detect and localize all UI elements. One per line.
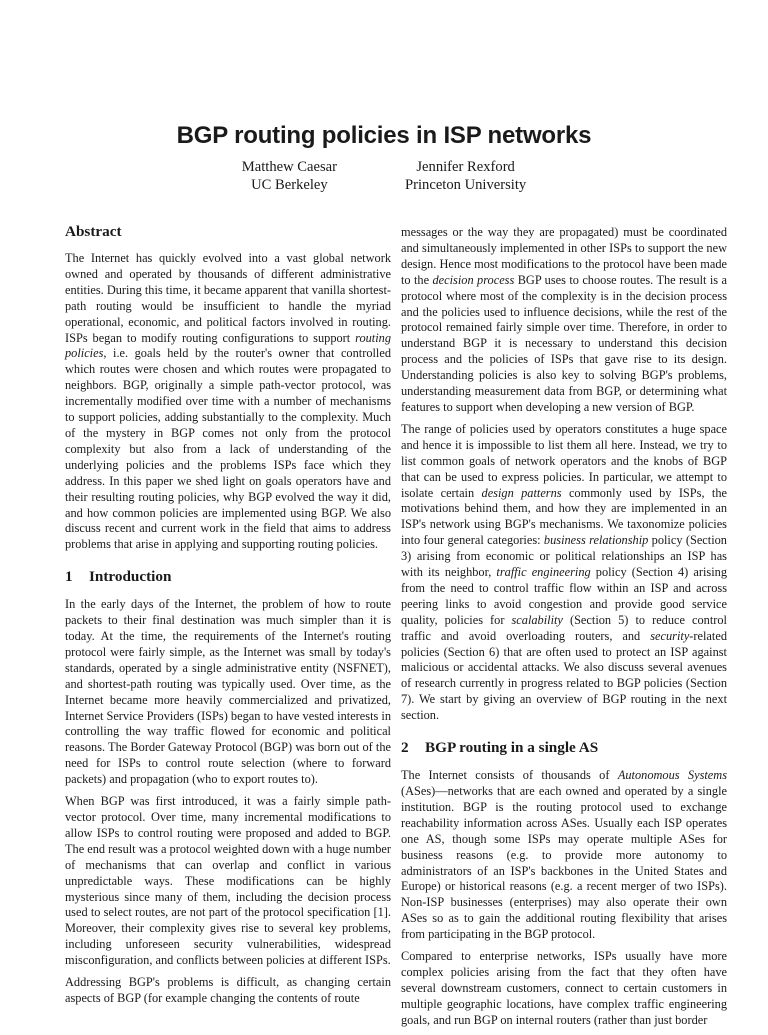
section-title: Introduction bbox=[89, 568, 172, 586]
text-run: messages or the way they are propagated) must be coordinated and simultaneously implemented in other ISPs to support the new design. Hence most modifications to the protocol have been made to the bbox=[401, 225, 727, 287]
emphasis: business relationship bbox=[543, 533, 649, 548]
text-run: policy (Section 4) arising from the need to control traffic flow within an ISP and across peering links to avoid congestion and provide good service quality, policies for bbox=[401, 565, 727, 627]
abstract-heading: Abstract bbox=[65, 223, 122, 240]
emphasis: security bbox=[650, 628, 690, 643]
intro-paragraph-2: When BGP was first introduced, it was a fairly simple path-vector protocol. Over time, many incremental modifications to allow ISPs to control routing were proposed and added to BGP. The end result was a protocol weighted down with a huge number of mechanisms that can overlap and conflict in various unpredictable ways. These modifications can be highly mysterious since many of them, including the decision process used to select routes, are not part of the protocol specification [1]. Moreover, their complexity gives rise to several key problems, including unforeseen security vulnerabilities, widespread misconfiguration, and conflicts between policies at different ISPs. bbox=[65, 794, 391, 968]
author-name: Jennifer Rexford bbox=[416, 159, 515, 175]
text-run: (Section 5) to reduce control traffic and avoid overloading routers, and bbox=[401, 612, 727, 643]
section-2-paragraph-2: Compared to enterprise networks, ISPs usually have more complex policies arising from the fact that they often have several downstream customers, connect to certain customers in multiple geographic locations, have complex traffic engineering goals, and run BGP on internal routers (rather than just border bbox=[401, 949, 727, 1027]
emphasis: design patterns bbox=[481, 485, 562, 500]
intro-paragraph-3-continued bbox=[401, 225, 727, 416]
section-2-paragraph-1 bbox=[401, 768, 727, 943]
text-run: BGP uses to choose routes. The result is a protocol where most of the complexity is in the decision process and the policies used to influence decisions, while the rest of the protocol remained fairly simple over time. Therefore, in order to understand BGP it is necessary to understand this decision process and the policies of ISPs that gave rise to its design. Understanding policies is also key to solving BGP's problems, understanding measurement data from BGP, or determining what features to support when developing a new version of BGP. bbox=[401, 272, 727, 414]
intro-paragraph-3: Addressing BGP's problems is difficult, as changing certain aspects of BGP (for example changing the contents of route bbox=[65, 975, 391, 1005]
text-run: (ASes)—networks that are each owned and operated by a single institution. BGP is the routing protocol used to exchange reachability information across ASes. Usually each ISP operates one AS, though some ISPs may operate multiple ASes for business reasons (e.g. to provide more autonomy to administrators of an ISP's backbones in the United States and Europe) or historical reasons (e.g. a recent merger of two ISPs). Non-ISP businesses (enterprises) may also operate their own ASes so as to gain the additional routing flexibility that arises from participating in the BGP protocol. bbox=[401, 784, 727, 942]
emphasis: scalability bbox=[511, 612, 563, 627]
author-1 bbox=[242, 158, 337, 194]
author-name: Matthew Caesar bbox=[241, 159, 338, 175]
text-run: commonly used by ISPs, the motivations behind them, and how they are implemented in an ISP's network using BGP's mechanisms. We taxonomize policies into four general categories: bbox=[401, 485, 727, 548]
intro-paragraph-1: In the early days of the Internet, the problem of how to route packets to their final destination was much simpler than it is today. At the time, the requirements of the Internet's routing protocol were fairly simple, as the Internet was small by today's standards, operated by a single administrative entity (NSFNET), and shortest-path routing was typically used. Over time, as the Internet became more heavily commercialized and privatized, Internet Service Providers (ISPs) began to have vested interests in controlling the way traffic flowed for economic and political reasons. The Border Gateway Protocol (BGP) was born out of the need for ISPs to control route selection (where to forward packets) and propagation (who to export routes to). bbox=[65, 597, 391, 787]
emphasis: routing policies bbox=[65, 330, 391, 361]
section-title: BGP routing in a single AS bbox=[425, 739, 599, 757]
section-1-heading bbox=[65, 567, 391, 587]
text-run: The Internet has quickly evolved into a vast global network owned and operated by thousands of different administrative entities. During this time, it became apparent that vanilla shortest-path routing would be insufficient to handle the myriad operational, economic, and political factors involved in routing. ISPs began to modify routing configurations to support bbox=[65, 251, 391, 345]
author-block bbox=[0, 158, 768, 194]
section-2-heading bbox=[401, 738, 727, 758]
section-number: 1 bbox=[65, 568, 73, 586]
text-run: -related policies (Section 6) that are often used to protect an ISP against malicious or accidental attacks. We also discuss several avenues of research currently in progress related to BGP policies (Section 7). We start by giving an overview of BGP routing in the next section. bbox=[401, 628, 727, 723]
author-2 bbox=[405, 158, 526, 194]
paper-title: BGP routing policies in ISP networks bbox=[176, 122, 592, 149]
text-run: policy (Section 3) arising from economic or political relationships an ISP has with its neighbor, bbox=[401, 533, 727, 580]
intro-paragraph-4 bbox=[401, 422, 727, 724]
text-run: The range of policies used by operators constitutes a huge space and hence it is impossible to list them all here. Instead, we try to list common goals of network operators and the knobs of BGP that can be used to express policies. In particular, we attempt to isolate certain bbox=[401, 421, 727, 500]
abstract-paragraph bbox=[65, 251, 391, 553]
left-column bbox=[65, 222, 391, 1013]
emphasis: Autonomous Systems bbox=[617, 768, 727, 783]
text-run: The Internet consists of thousands of bbox=[401, 768, 618, 783]
section-number: 2 bbox=[401, 739, 409, 757]
author-affiliation: Princeton University bbox=[405, 177, 527, 193]
author-affiliation: UC Berkeley bbox=[251, 177, 328, 193]
text-run: , i.e. goals held by the router's owner that controlled which routes were chosen and which routes were propagated to neighbors. BGP, originally a simple path-vector protocol, was incrementally modified over time with a number of mechanisms to support policies, adding substantially to the complexity. Much of the mystery in BGP comes not only from the protocol complexity but also from a lack of understanding of the underlying policies and the problems ISPs face which they address. In this paper we shed light on goals operators have and their resulting routing policies, why BGP evolved the way it did, and how common policies are implemented using BGP. We also discuss recent and current work in the field that aims to address problems that arise in applying and supporting routing policies. bbox=[65, 346, 391, 552]
emphasis: traffic engineering bbox=[496, 565, 591, 580]
right-column bbox=[401, 225, 727, 1035]
emphasis: decision process bbox=[432, 272, 515, 287]
